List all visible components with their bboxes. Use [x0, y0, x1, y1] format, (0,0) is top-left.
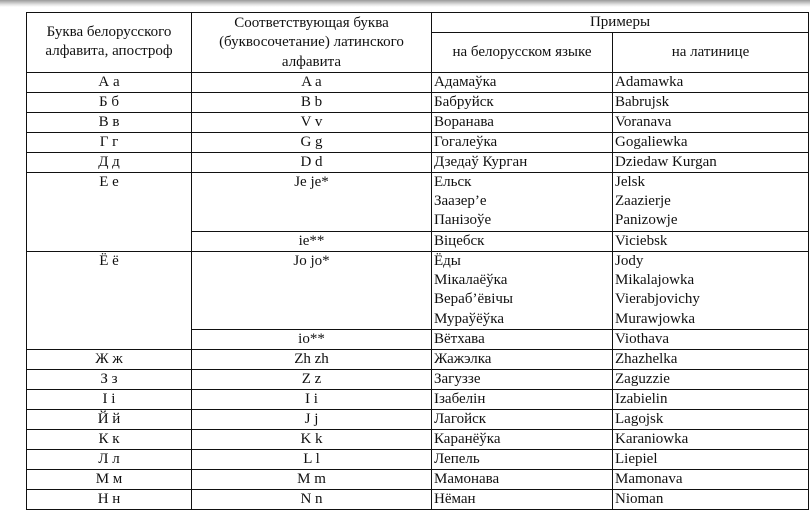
transliteration-table — [26, 12, 809, 510]
header-text: алфавита — [281, 53, 342, 70]
example-belarusian: Адамаўка — [432, 72, 613, 92]
example-belarusian: Мамонава — [432, 469, 613, 489]
example-belarusian: Нёман — [432, 489, 613, 509]
table-row — [27, 251, 809, 329]
example-latin: Zaguzzie — [613, 369, 809, 389]
example-word: Ёды — [434, 252, 461, 269]
example-word: Мураўёўка — [434, 310, 504, 327]
belarusian-letter: М м — [27, 469, 192, 489]
example-belarusian: Гогалеўка — [432, 132, 613, 152]
belarusian-letter: Й й — [27, 409, 192, 429]
example-latin — [613, 172, 809, 231]
belarusian-letter: Л л — [27, 449, 192, 469]
latin-letter: L l — [192, 449, 432, 469]
latin-letter: io** — [192, 329, 432, 349]
header-belarusian-letter — [27, 13, 192, 73]
example-latin: Mamonava — [613, 469, 809, 489]
latin-letter: B b — [192, 92, 432, 112]
latin-letter: Z z — [192, 369, 432, 389]
header-examples: Примеры — [432, 13, 809, 33]
example-belarusian: Вётхава — [432, 329, 613, 349]
table-row — [27, 92, 809, 112]
belarusian-letter: В в — [27, 112, 192, 132]
example-latin: Karaniowka — [613, 429, 809, 449]
belarusian-letter: З з — [27, 369, 192, 389]
belarusian-letter: К к — [27, 429, 192, 449]
table-row — [27, 112, 809, 132]
example-latin: Zhazhelka — [613, 349, 809, 369]
window-top-shadow — [0, 0, 810, 7]
example-word: Заазер’е — [434, 193, 487, 210]
header-latin-letter — [192, 13, 432, 73]
table-row — [27, 389, 809, 409]
latin-letter: K k — [192, 429, 432, 449]
table-row — [27, 369, 809, 389]
latin-letter: Jo jo* — [192, 251, 432, 329]
example-latin: Voranava — [613, 112, 809, 132]
example-word: Zaazierje — [615, 193, 671, 210]
example-latin: Gogaliewka — [613, 132, 809, 152]
example-belarusian: Жажэлка — [432, 349, 613, 369]
example-word: Mikalajowka — [615, 272, 695, 289]
example-latin: Izabielin — [613, 389, 809, 409]
latin-letter: M m — [192, 469, 432, 489]
example-belarusian: Ізабелін — [432, 389, 613, 409]
table-row — [27, 72, 809, 92]
example-belarusian: Воранава — [432, 112, 613, 132]
example-belarusian: Загуззе — [432, 369, 613, 389]
example-word: Panizowje — [615, 212, 678, 229]
table-row — [27, 152, 809, 172]
belarusian-letter: Н н — [27, 489, 192, 509]
table-row — [27, 349, 809, 369]
example-latin: Nioman — [613, 489, 809, 509]
example-latin: Lagojsk — [613, 409, 809, 429]
belarusian-letter: І і — [27, 389, 192, 409]
table-row — [27, 429, 809, 449]
latin-letter: V v — [192, 112, 432, 132]
header-text: Буква белорусского — [46, 24, 172, 41]
belarusian-letter: Б б — [27, 92, 192, 112]
table-row — [27, 469, 809, 489]
header-text: (буквосочетание) латинского — [219, 34, 404, 51]
example-word: Мікалаёўка — [434, 272, 508, 289]
example-word: Murawjowka — [615, 310, 695, 327]
header-text: Соответствующая буква — [234, 15, 389, 31]
latin-letter: G g — [192, 132, 432, 152]
example-belarusian: Дзедаў Курган — [432, 152, 613, 172]
belarusian-letter: Г г — [27, 132, 192, 152]
example-latin: Babrujsk — [613, 92, 809, 112]
table-row — [27, 489, 809, 509]
belarusian-letter: Ж ж — [27, 349, 192, 369]
table-row — [27, 172, 809, 231]
belarusian-letter: Ё ё — [27, 251, 192, 349]
example-latin: Dziedaw Kurgan — [613, 152, 809, 172]
header-examples-latin: на латинице — [613, 33, 809, 73]
example-belarusian: Віцебск — [432, 231, 613, 251]
header-text: алфавита, апостроф — [45, 43, 173, 60]
example-latin: Liepiel — [613, 449, 809, 469]
latin-letter: I i — [192, 389, 432, 409]
belarusian-letter: Д д — [27, 152, 192, 172]
example-belarusian — [432, 251, 613, 329]
example-word: Вераб’ёвічы — [434, 291, 513, 308]
example-latin: Viothava — [613, 329, 809, 349]
latin-letter: N n — [192, 489, 432, 509]
example-latin: Adamawka — [613, 72, 809, 92]
example-word: Jody — [615, 252, 644, 269]
table-row — [27, 132, 809, 152]
latin-letter: J j — [192, 409, 432, 429]
example-belarusian: Лепель — [432, 449, 613, 469]
example-belarusian — [432, 172, 613, 231]
table-row — [27, 409, 809, 429]
belarusian-letter: А а — [27, 72, 192, 92]
example-belarusian: Лагойск — [432, 409, 613, 429]
latin-letter: Zh zh — [192, 349, 432, 369]
table-row — [27, 449, 809, 469]
example-belarusian: Бабруйск — [432, 92, 613, 112]
latin-letter: A a — [192, 72, 432, 92]
belarusian-letter: Е е — [27, 172, 192, 251]
example-word: Jelsk — [615, 173, 645, 190]
example-latin: Viciebsk — [613, 231, 809, 251]
example-word: Vierabjovichy — [615, 291, 700, 308]
example-word: Ельск — [434, 173, 472, 190]
latin-letter: Je je* — [192, 172, 432, 231]
example-latin — [613, 251, 809, 329]
latin-letter: ie** — [192, 231, 432, 251]
latin-letter: D d — [192, 152, 432, 172]
example-word: Панізоўе — [434, 212, 492, 229]
header-examples-belarusian: на белорусском языке — [432, 33, 613, 73]
example-belarusian: Каранёўка — [432, 429, 613, 449]
